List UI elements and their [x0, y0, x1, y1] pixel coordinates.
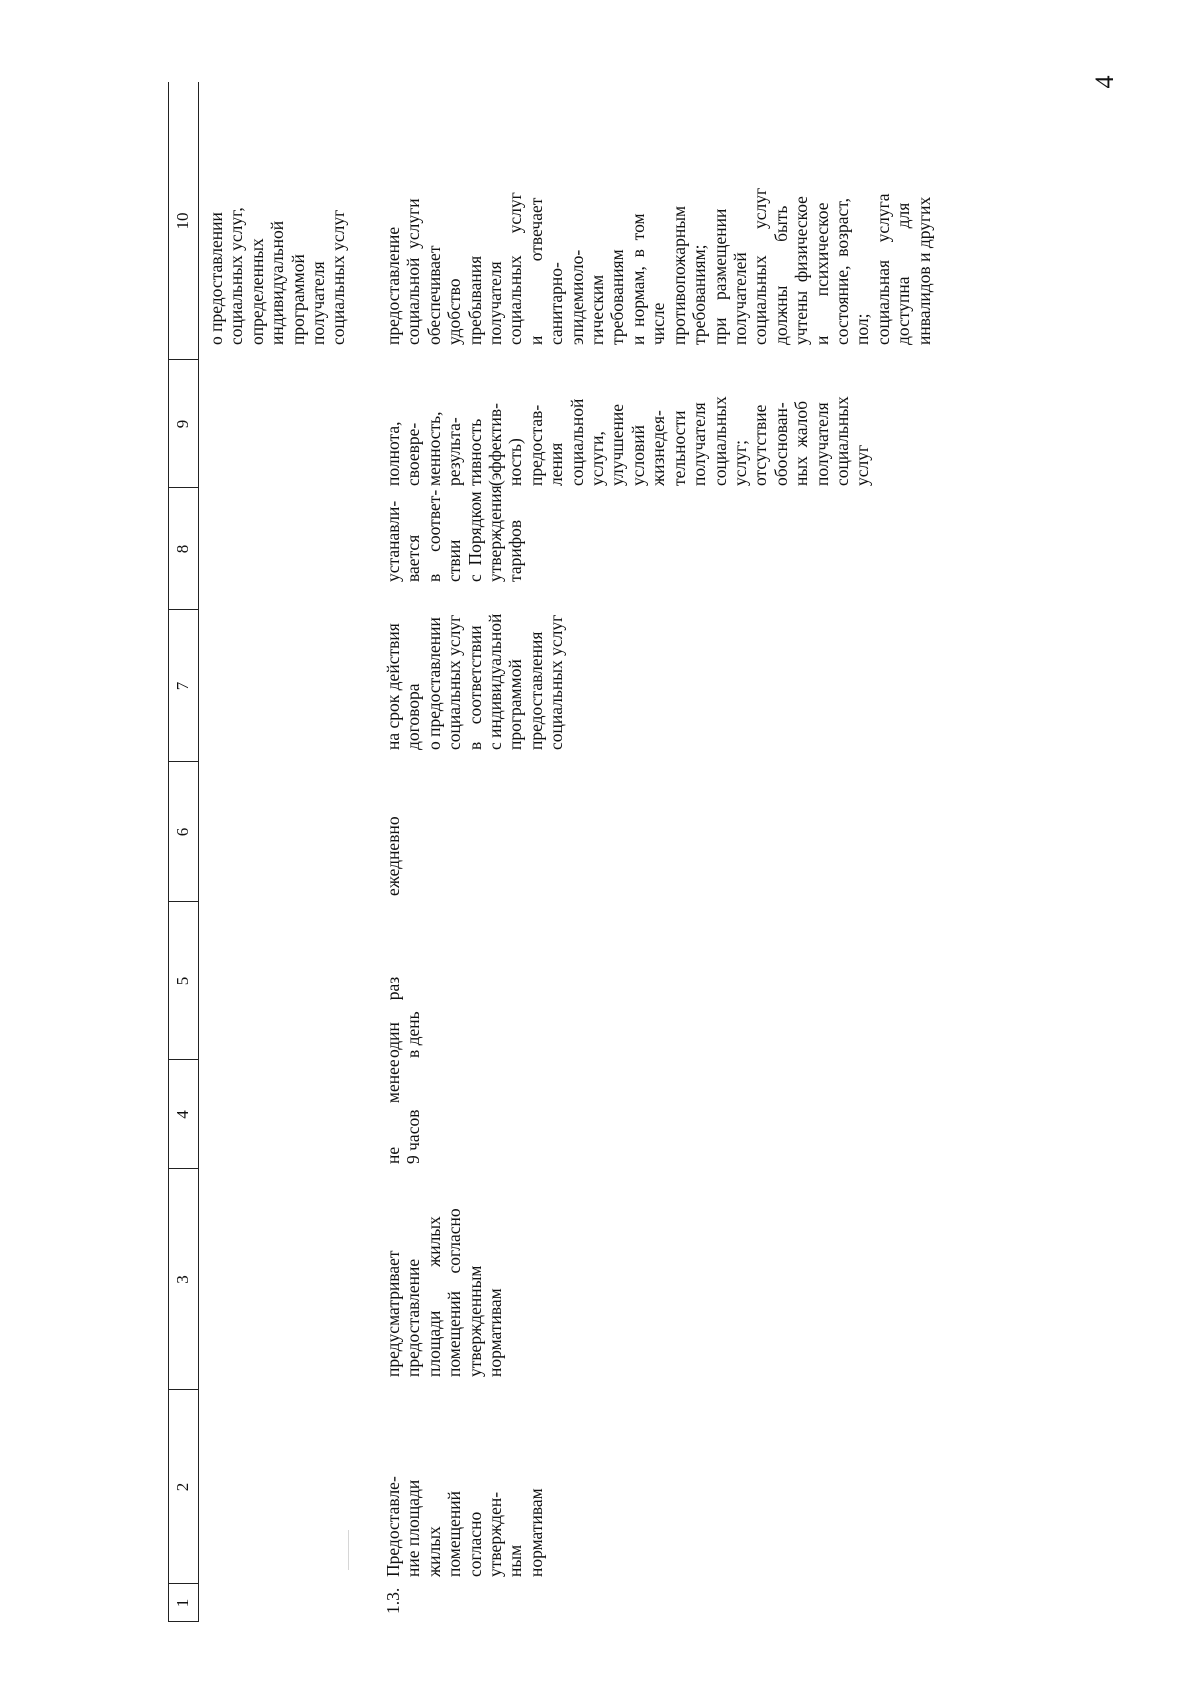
header-top-line: [168, 82, 169, 1622]
header-col-10: 10: [173, 212, 192, 230]
service-description: предусматривает предоставление площади жилых помещений согласно утвержденным нормативам: [383, 1208, 506, 1377]
quality-indicators: полнота, своевре- менность, результа- тивность (эффектив- ность) предостав- ления социальной услуги, улучшение условий жизнедея- тельности получателя социальных услуг; отсутствие обоснован- ных жалоб получателя социальных услуг: [383, 396, 873, 486]
service-tariff: устанавли- вается в соответ- ствии с Порядком утверждения тарифов: [383, 485, 526, 582]
header-col-7: 7: [173, 681, 192, 691]
header-col-6: 6: [173, 827, 192, 837]
service-duration: не менее 9 часов: [383, 1059, 424, 1164]
service-term: на срок действия договора о предоставлении социальных услуг в соответствии с индивидуальной программой предоставления социальных услуг: [383, 613, 567, 750]
service-conditions: предоставление социальной услуги обеспечивает удобство пребывания получателя социальных услуг и отвечает санитарно- эпидемиоло- гическим требованиям и нормам, в том числе противопожарным требованиям; при размещении получателей социальных услуг должны быть учтены физическое и психическое состояние, возраст, пол; социальная услуга доступна для инвалидов и других: [383, 187, 934, 345]
table-sheet: [168, 82, 1068, 1622]
page-number: 4: [1090, 75, 1119, 89]
header-col-5: 5: [173, 976, 192, 986]
service-name: Предоставле- ние площади жилых помещений согласно утвержден- ным нормативам: [383, 1476, 546, 1577]
header-col-4: 4: [173, 1110, 192, 1119]
header-col-2: 2: [173, 1482, 192, 1492]
header-col-8: 8: [173, 544, 192, 554]
scan-smudge: [348, 1530, 349, 1570]
header-bottom-line: [198, 82, 199, 1622]
header-col-9: 9: [173, 419, 192, 429]
header-col-3: 3: [173, 1275, 192, 1284]
row-number: 1.3.: [383, 1587, 403, 1614]
service-periodicity: ежедневно: [383, 816, 403, 896]
continuation-col10: о предоставлении социальных услуг, определенных индивидуальной программой получателя социальных услуг: [206, 207, 349, 345]
service-frequency: один раз в день: [383, 976, 424, 1058]
header-col-1: 1: [173, 1598, 192, 1608]
